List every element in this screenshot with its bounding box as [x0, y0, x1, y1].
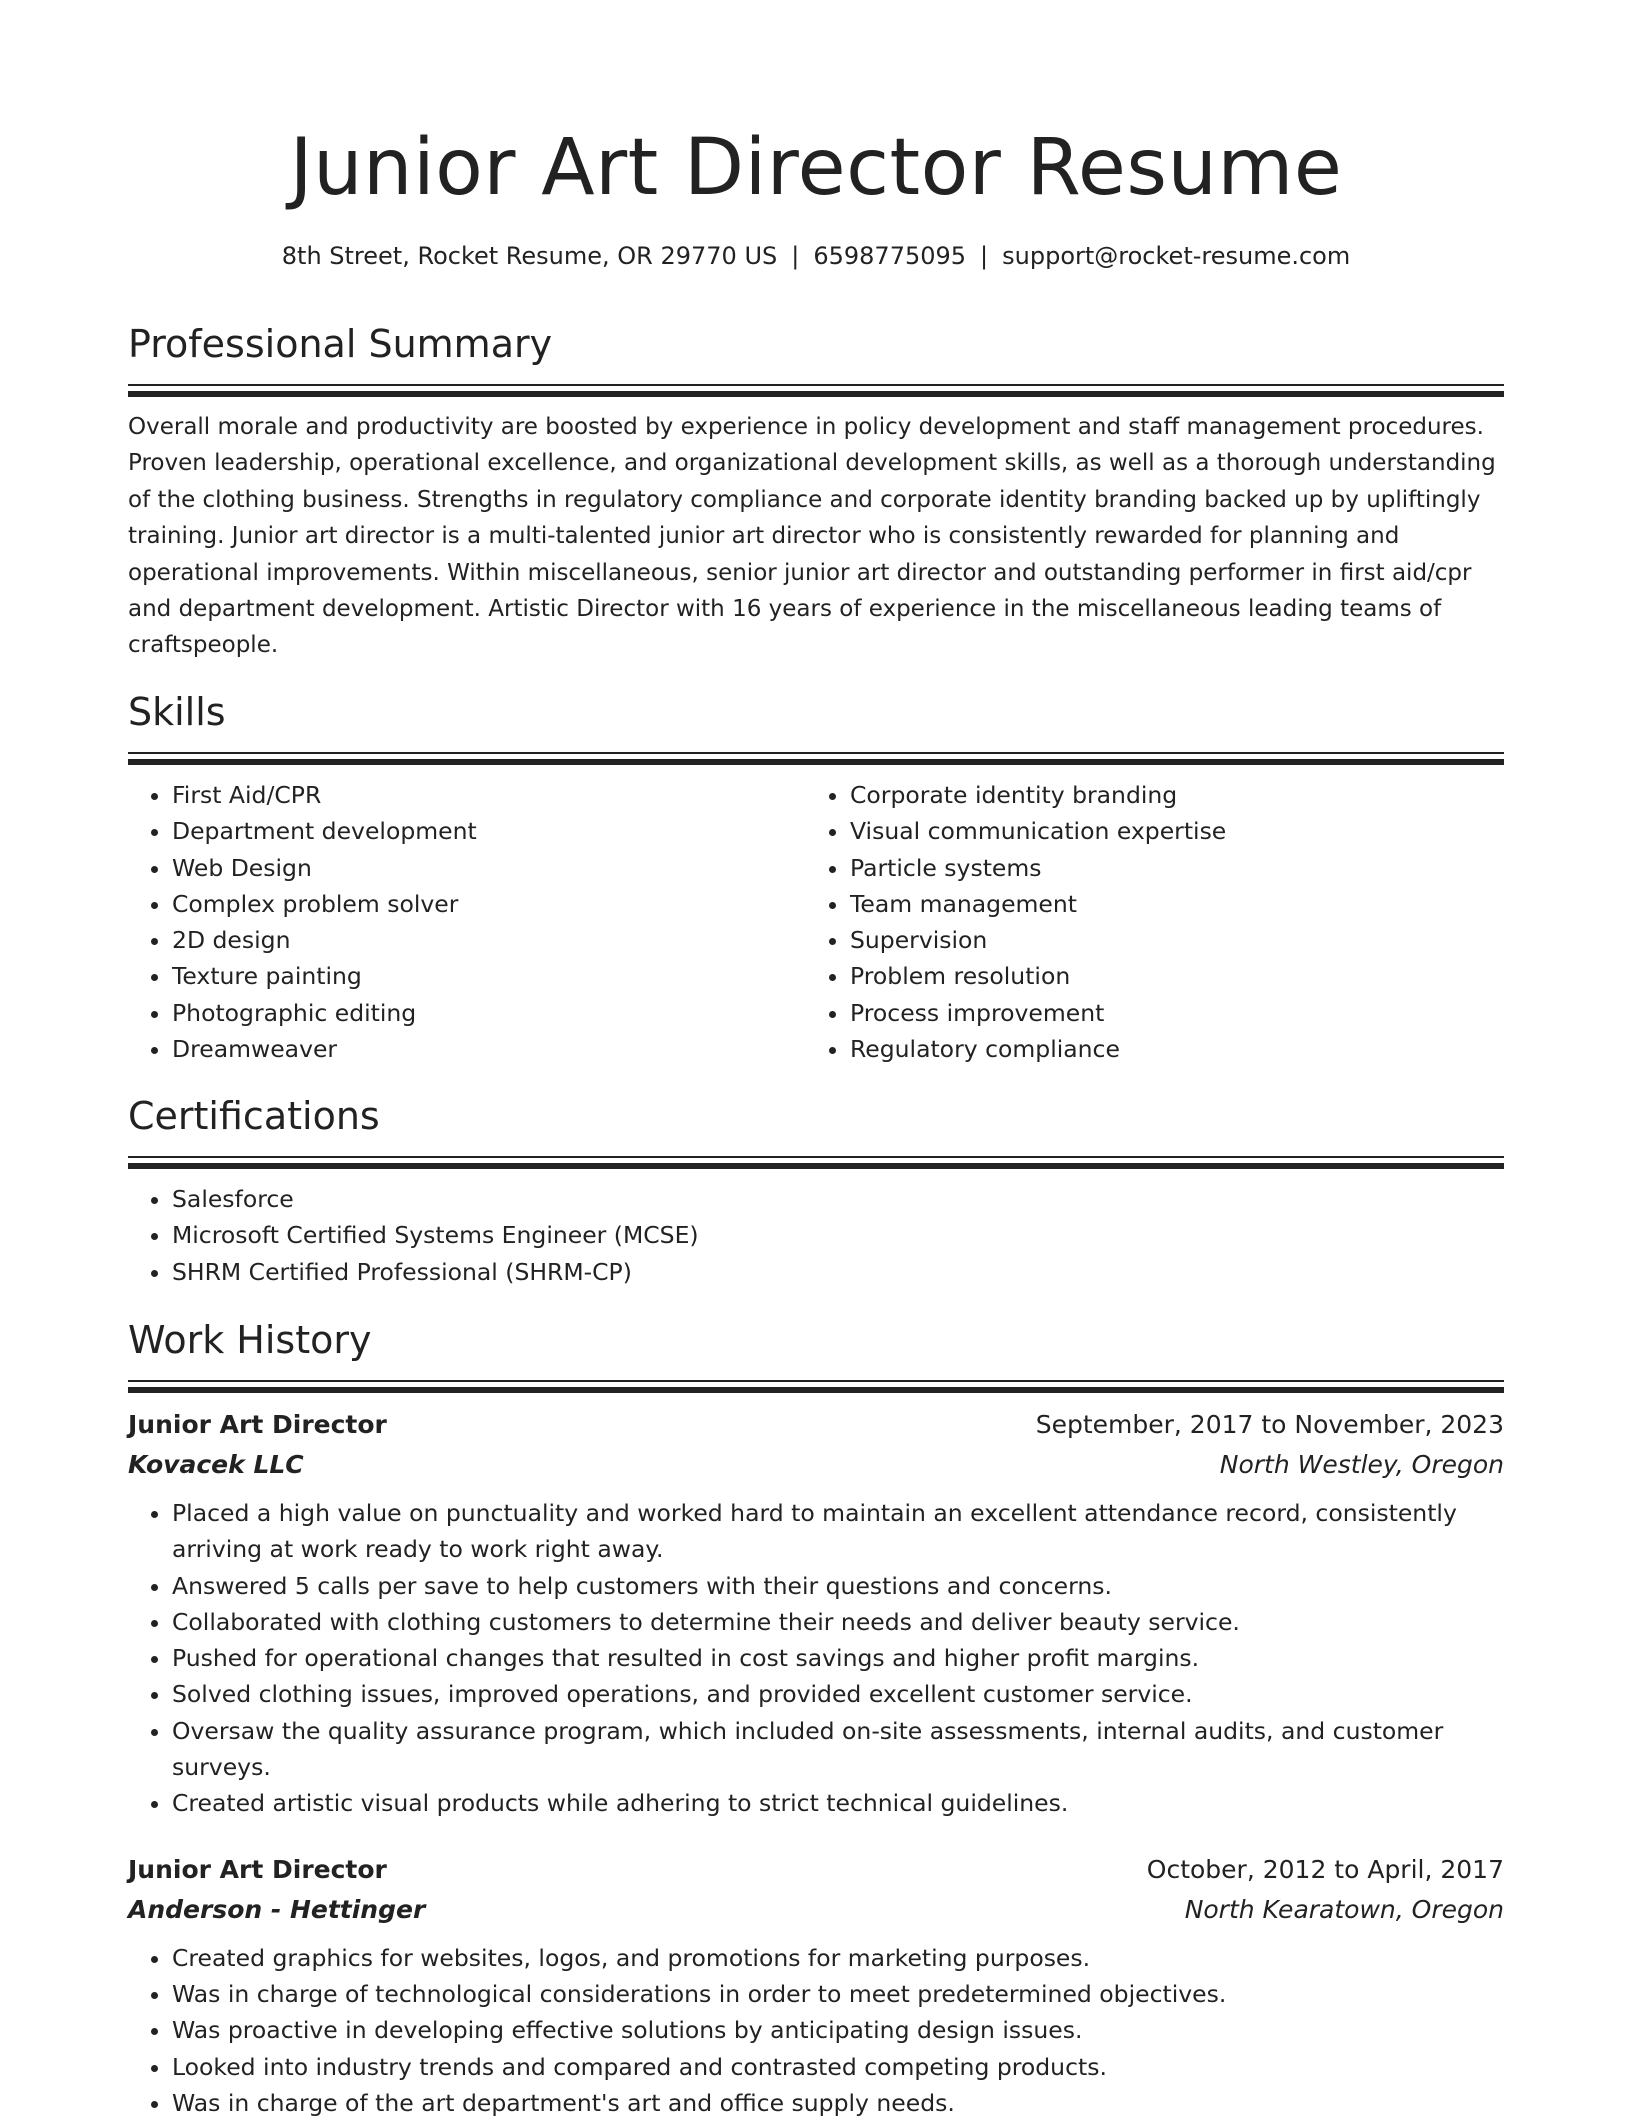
- contact-line: [128, 236, 1504, 276]
- skill-item: • Particle systems: [850, 850, 1484, 886]
- job-dates: October, 2012 to April, 2017: [1146, 1854, 1504, 1884]
- skill-item: • 2D design: [172, 922, 806, 958]
- skills-column-left: [128, 777, 806, 1067]
- job-dates: September, 2017 to November, 2023: [1035, 1410, 1504, 1439]
- skill-item: • Department development: [172, 813, 806, 849]
- job-bullet: • Was in charge of the art department's art and office supply needs.: [172, 2085, 1504, 2121]
- contact-address: 8th Street, Rocket Resume, OR 29770 US: [281, 242, 778, 270]
- skill-item: • Corporate identity branding: [850, 777, 1484, 813]
- job-bullet: • Collaborated with clothing customers to determine their needs and deliver beauty service.: [172, 1604, 1504, 1640]
- job-header-row: [128, 1850, 1504, 1890]
- contact-phone: 6598775095: [813, 242, 967, 270]
- section-divider-thin: [128, 384, 1504, 386]
- job-bullet-list: [128, 1495, 1504, 1822]
- job-company: Anderson - Hettinger: [128, 1894, 426, 1924]
- skill-item: • Process improvement: [850, 995, 1484, 1031]
- job-title: Junior Art Director: [128, 1410, 387, 1439]
- job-entry: [128, 1850, 1504, 2121]
- section-divider-thin: [128, 752, 1504, 754]
- certification-item: • Microsoft Certified Systems Engineer (MCSE): [172, 1217, 1504, 1253]
- skills-grid: [128, 777, 1504, 1067]
- certification-item: • SHRM Certified Professional (SHRM-CP): [172, 1254, 1504, 1290]
- resume-title: Junior Art Director Resume: [289, 123, 1343, 213]
- skill-item: • Team management: [850, 886, 1484, 922]
- contact-separator: |: [980, 242, 989, 270]
- summary-text: Overall morale and productivity are boosted by experience in policy development and staff management procedures. Proven leadership, operational excellence, and organizational development skills, as well as a thorough understanding of the clothing business. Strengths in regulatory compliance and corporate identity branding backed up by upliftingly training. Junior art director is a multi-talented junior art director who is consistently rewarded for planning and operational improvements. Within miscellaneous, senior junior art director and outstanding performer in first aid/cpr and department development. Artistic Director with 16 years of experience in the miscellaneous leading teams of craftspeople.: [128, 414, 1496, 659]
- job-bullet: • Was in charge of technological considerations in order to meet predetermined objectives.: [172, 1976, 1504, 2012]
- job-bullet: • Pushed for operational changes that resulted in cost savings and higher profit margins.: [172, 1640, 1504, 1676]
- job-header-row: [128, 1405, 1504, 1445]
- job-location: North Kearatown, Oregon: [1184, 1894, 1504, 1924]
- job-bullet: • Was proactive in developing effective solutions by anticipating design issues.: [172, 2012, 1504, 2048]
- skills-heading: Skills: [128, 690, 226, 734]
- contact-email: support@rocket-resume.com: [1002, 242, 1351, 270]
- job-bullet-list: [128, 1940, 1504, 2121]
- skill-item: • Photographic editing: [172, 995, 806, 1031]
- skill-item: • Web Design: [172, 850, 806, 886]
- job-entry: [128, 1405, 1504, 1822]
- job-bullet: • Created artistic visual products while adhering to strict technical guidelines.: [172, 1785, 1504, 1821]
- skills-section: [128, 686, 1504, 1067]
- job-bullet: • Looked into industry trends and compared and contrasted competing products.: [172, 2049, 1504, 2085]
- job-title: Junior Art Director: [128, 1854, 387, 1884]
- contact-separator: |: [791, 242, 800, 270]
- skill-item: • Complex problem solver: [172, 886, 806, 922]
- section-divider-thick: [128, 759, 1504, 765]
- job-bullet: • Oversaw the quality assurance program, which included on-site assessments, internal audits, and customer surveys.: [172, 1713, 1504, 1786]
- summary-section: [128, 318, 1504, 664]
- work-history-heading: Work History: [128, 1318, 372, 1362]
- job-bullet: • Solved clothing issues, improved operations, and provided excellent customer service.: [172, 1676, 1504, 1712]
- skill-item: • Problem resolution: [850, 958, 1484, 994]
- skill-item: • Texture painting: [172, 958, 806, 994]
- section-divider-thick: [128, 391, 1504, 397]
- work-history-section: [128, 1314, 1504, 2121]
- job-company-row: [128, 1445, 1504, 1485]
- skill-item: • First Aid/CPR: [172, 777, 806, 813]
- section-divider-thick: [128, 1387, 1504, 1393]
- skill-item: • Visual communication expertise: [850, 813, 1484, 849]
- certifications-heading: Certifications: [128, 1094, 380, 1138]
- job-bullet: • Created graphics for websites, logos, and promotions for marketing purposes.: [172, 1940, 1504, 1976]
- section-divider-thick: [128, 1163, 1504, 1169]
- skill-item: • Regulatory compliance: [850, 1031, 1484, 1067]
- job-location: North Westley, Oregon: [1219, 1450, 1504, 1479]
- skill-item: • Dreamweaver: [172, 1031, 806, 1067]
- job-bullet: • Answered 5 calls per save to help customers with their questions and concerns.: [172, 1568, 1504, 1604]
- job-company-row: [128, 1890, 1504, 1930]
- job-bullet: • Placed a high value on punctuality and worked hard to maintain an excellent attendance record, consistently arriving at work ready to work right away.: [172, 1495, 1504, 1568]
- section-divider-thin: [128, 1156, 1504, 1158]
- certifications-section: [128, 1090, 1504, 1290]
- skill-item: • Supervision: [850, 922, 1484, 958]
- job-company: Kovacek LLC: [128, 1450, 304, 1479]
- section-divider-thin: [128, 1380, 1504, 1382]
- certification-item: • Salesforce: [172, 1181, 1504, 1217]
- summary-heading: Professional Summary: [128, 322, 553, 366]
- skills-column-right: [806, 777, 1484, 1067]
